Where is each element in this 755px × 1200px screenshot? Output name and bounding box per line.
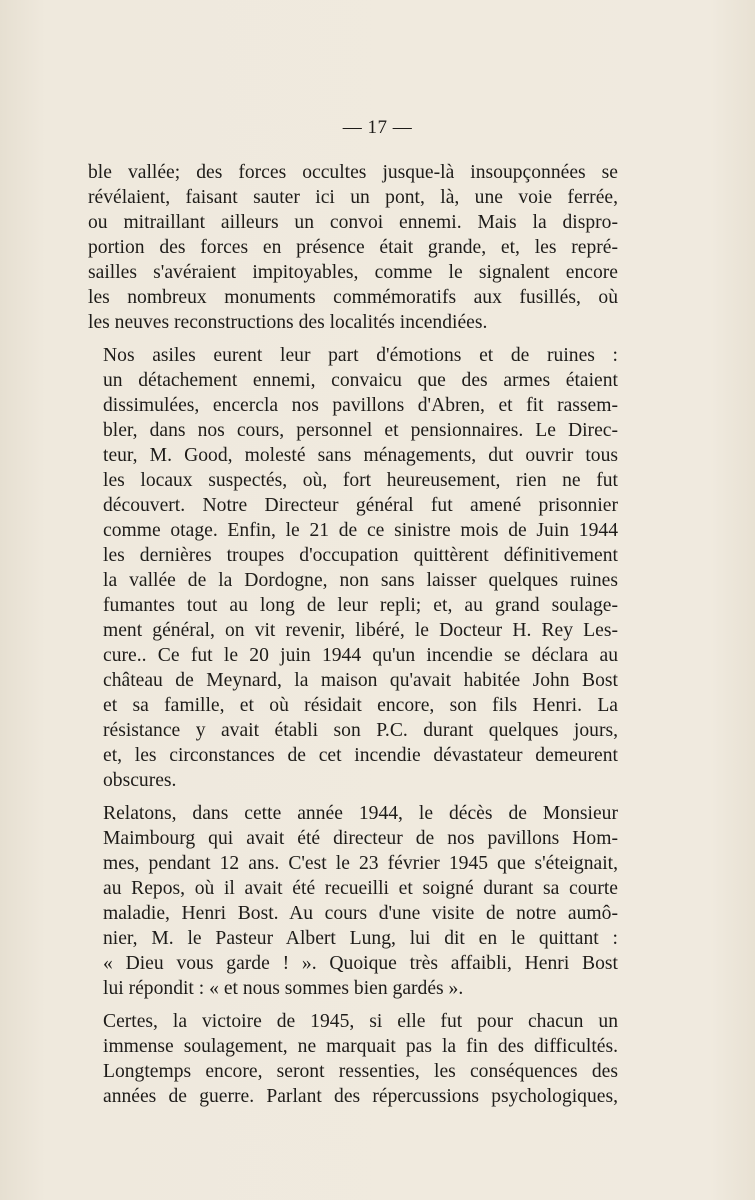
text-line: teur, M. Good, molesté sans ménagements, dut ouvrir tous xyxy=(103,445,618,466)
text-line: ble vallée; des forces occultes jusque-là insoupçonnées se xyxy=(88,162,618,183)
text-line: un détachement ennemi, convaicu que des armes étaient xyxy=(103,370,618,391)
text-line: cure.. Ce fut le 20 juin 1944 qu'un incendie se déclara au xyxy=(103,645,618,666)
text-line: et sa famille, et où résidait encore, son fils Henri. La xyxy=(103,695,618,716)
text-line: Relatons, dans cette année 1944, le décès de Monsieur xyxy=(103,803,618,824)
text-line: fumantes tout au long de leur repli; et, au grand soulage- xyxy=(103,595,618,616)
text-line: maladie, Henri Bost. Au cours d'une visite de notre aumô- xyxy=(103,903,618,924)
body-text xyxy=(88,160,618,1117)
text-line: lui répondit : « et nous sommes bien gardés ». xyxy=(103,978,464,999)
text-line: années de guerre. Parlant des répercussions psychologiques, xyxy=(103,1086,618,1107)
text-line: révélaient, faisant sauter ici un pont, là, une voie ferrée, xyxy=(88,187,618,208)
text-line: sailles s'avéraient impitoyables, comme le signalent encore xyxy=(88,262,618,283)
text-line: Nos asiles eurent leur part d'émotions et de ruines : xyxy=(103,345,618,366)
paragraph xyxy=(88,1009,618,1109)
paragraph xyxy=(88,160,618,335)
text-line: les dernières troupes d'occupation quittèrent définitivement xyxy=(103,545,618,566)
paragraph xyxy=(88,343,618,793)
text-line: les nombreux monuments commémoratifs aux fusillés, où xyxy=(88,287,618,308)
page-number: — 17 — xyxy=(342,117,413,138)
text-line: ou mitraillant ailleurs un convoi ennemi. Mais la dispro- xyxy=(88,212,618,233)
text-line: bler, dans nos cours, personnel et pensionnaires. Le Direc- xyxy=(103,420,618,441)
text-line: découvert. Notre Directeur général fut amené prisonnier xyxy=(103,495,618,516)
text-line: Certes, la victoire de 1945, si elle fut pour chacun un xyxy=(103,1011,618,1032)
paragraph xyxy=(88,801,618,1001)
text-line: les locaux suspectés, où, fort heureusement, rien ne fut xyxy=(103,470,618,491)
text-line: château de Meynard, la maison qu'avait habitée John Bost xyxy=(103,670,618,691)
text-line: obscures. xyxy=(103,770,177,791)
text-line: « Dieu vous garde ! ». Quoique très affaibli, Henri Bost xyxy=(103,953,618,974)
text-line: résistance y avait établi son P.C. durant quelques jours, xyxy=(103,720,618,741)
text-line: la vallée de la Dordogne, non sans laisser quelques ruines xyxy=(103,570,618,591)
text-line: comme otage. Enfin, le 21 de ce sinistre mois de Juin 1944 xyxy=(103,520,618,541)
text-line: mes, pendant 12 ans. C'est le 23 février 1945 que s'éteignait, xyxy=(103,853,618,874)
text-line: les neuves reconstructions des localités incendiées. xyxy=(88,312,488,333)
text-line: ment général, on vit revenir, libéré, le Docteur H. Rey Les- xyxy=(103,620,618,641)
text-line: Maimbourg qui avait été directeur de nos pavillons Hom- xyxy=(103,828,618,849)
text-line: portion des forces en présence était grande, et, les repré- xyxy=(88,237,618,258)
text-line: au Repos, où il avait été recueilli et soigné durant sa courte xyxy=(103,878,618,899)
text-line: et, les circonstances de cet incendie dévastateur demeurent xyxy=(103,745,618,766)
text-line: dissimulées, encercla nos pavillons d'Abren, et fit rassem- xyxy=(103,395,618,416)
text-line: nier, M. le Pasteur Albert Lung, lui dit en le quittant : xyxy=(103,928,618,949)
text-line: Longtemps encore, seront ressenties, les conséquences des xyxy=(103,1061,618,1082)
text-line: immense soulagement, ne marquait pas la fin des difficultés. xyxy=(103,1036,618,1057)
